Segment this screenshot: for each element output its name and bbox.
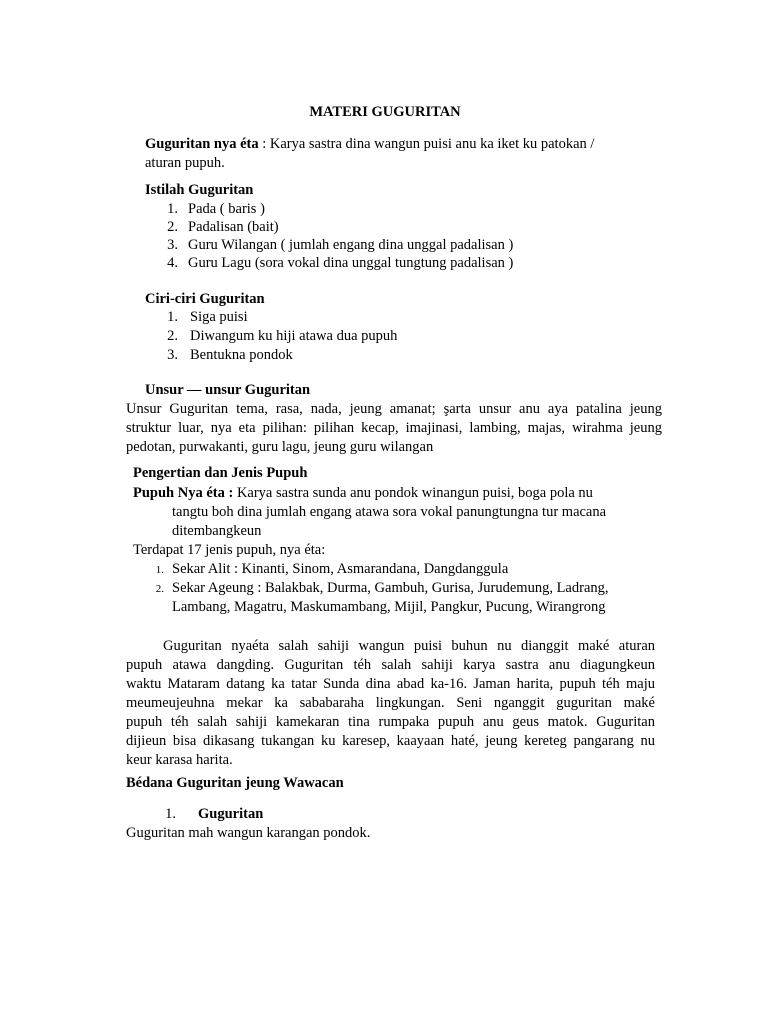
body-paragraph	[126, 637, 655, 770]
list-item: 1. Sekar Alit : Kinanti, Sinom, Asmarandana, Dangdanggula	[155, 561, 509, 577]
list-item: 2. Diwangum ku hiji atawa dua pupuh	[167, 328, 398, 344]
list-item: 2. Sekar Ageung : Balakbak, Durma, Gambuh, Gurisa, Jurudemung, Ladrang,	[155, 580, 609, 596]
text-line: pupuh atawa dangding. Guguritan téh salah sahiji karya sastra anu diagungkeun	[126, 657, 655, 673]
ciri-heading: Ciri-ciri Guguritan	[145, 291, 265, 307]
pupuh-def-text: Karya sastra sunda anu pondok winangun puisi, boga pola nu	[233, 485, 593, 501]
bedana-item-text: Guguritan mah wangun karangan pondok.	[126, 825, 371, 841]
text-line: keur karasa harita.	[126, 752, 233, 768]
text-line: pupuh téh salah sahiji kamekaran tina rumpaka pupuh anu geus matok. Guguritan	[126, 714, 655, 730]
list-item: 4. Guru Lagu (sora vokal dina unggal tungtung padalisan )	[167, 255, 514, 271]
list-item: 1. Siga puisi	[167, 309, 248, 325]
list-item: 3. Guru Wilangan ( jumlah engang dina unggal padalisan )	[167, 237, 514, 253]
pupuh-term: Pupuh Nya éta :	[133, 485, 234, 501]
text-line: Unsur Guguritan tema, rasa, nada, jeung amanat; şarta unsur anu aya patalina jeung	[126, 401, 662, 417]
pupuh-intro: Terdapat 17 jenis pupuh, nya éta:	[133, 542, 326, 558]
definition-text: : Karya sastra dina wangun puisi anu ka iket ku patokan /	[258, 136, 595, 152]
list-item: 3. Bentukna pondok	[167, 347, 293, 363]
definition	[145, 135, 645, 154]
text-line: struktur luar, nya eta pilihan: pilihan kecap, imajinasi, lambing, majas, wirahma jeung	[126, 420, 662, 436]
bedana-heading: Bédana Guguritan jeung Wawacan	[126, 775, 344, 791]
pupuh-def-line3: ditembangkeun	[172, 523, 262, 539]
istilah-heading: Istilah Guguritan	[145, 182, 254, 198]
istilah-list	[160, 200, 513, 272]
text-line: pedotan, purwakanti, guru lagu, jeung guru wilangan	[126, 439, 434, 455]
text-line: dijieun bisa dikasang tukangan ku karesep, kaayaan haté, jeung kereteg pangarang nu	[126, 733, 655, 749]
text-line: Guguritan nyaéta salah sahiji wangun puisi buhun nu dianggit maké aturan	[163, 638, 655, 654]
bedana-item-label: Guguritan	[198, 806, 264, 822]
ciri-list	[160, 308, 397, 365]
list-item-continuation: Lambang, Magatru, Maskumambang, Mijil, Pangkur, Pucung, Wirangrong	[172, 599, 606, 615]
pupuh-def-line2: tangtu boh dina jumlah engang atawa sora vokal panungtungna tur macana	[172, 504, 607, 520]
list-item: 1. Pada ( baris )	[167, 201, 265, 217]
definition-term: Guguritan nya éta	[145, 136, 259, 152]
pupuh-definition	[133, 484, 653, 503]
list-item: 2. Padalisan (bait)	[167, 219, 279, 235]
definition-line2: aturan pupuh.	[145, 155, 225, 171]
text-line: meumeujeuhna mekar ka sababaraha lingkungan. Seni nganggit guguritan maké	[126, 695, 655, 711]
unsur-heading: Unsur — unsur Guguritan	[145, 382, 311, 398]
text-line: waktu Mataram datang ka tatar Sunda dina abad ka-16. Jaman harita, pupuh téh maju	[126, 676, 655, 692]
list-item: 1. Guguritan	[165, 806, 264, 822]
document-title: MATERI GUGURITAN	[309, 104, 461, 120]
unsur-text	[126, 400, 662, 457]
pupuh-heading: Pengertian dan Jenis Pupuh	[133, 465, 308, 481]
